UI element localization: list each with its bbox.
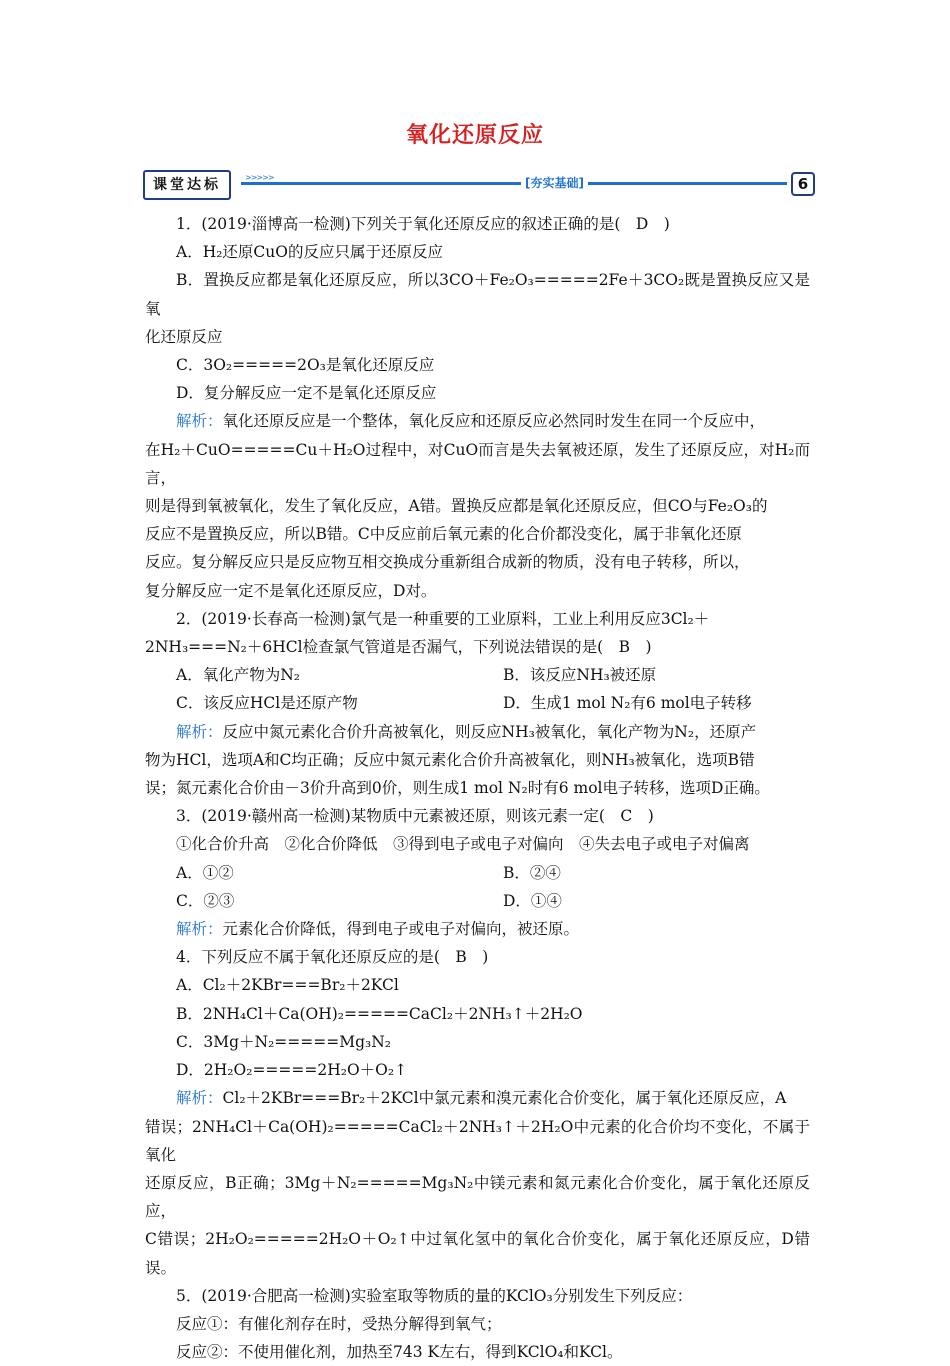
- q1-stem: 1．(2019·淄博高一检测)下列关于氧化还原反应的叙述正确的是( D ): [176, 215, 670, 233]
- q2-options-row2: [145, 689, 810, 717]
- q1-option-d: D．复分解反应一定不是氧化还原反应: [176, 384, 437, 403]
- q4-option-c: C．3Mg＋N₂=====Mg₃N₂: [176, 1032, 392, 1051]
- q4-analysis-line3: 还原反应，B正确；3Mg＋N₂=====Mg₃N₂中镁元素和氮元素化合价变化，属于氧化还原反应，: [145, 1173, 810, 1221]
- q3-options-row2: [145, 887, 810, 915]
- banner-number: 6: [791, 172, 815, 196]
- q2-stem-cont: 2NH₃===N₂＋6HCl检查氯气管道是否漏气，下列说法错误的是( B ): [145, 638, 652, 657]
- q3-analysis: [145, 915, 810, 943]
- q3-option-a: A．①②: [176, 863, 234, 882]
- banner-rule: [241, 182, 787, 185]
- q3-option-b: B．②④: [503, 863, 561, 882]
- q5-reaction-2: 反应②：不使用催化剂，加热至743 K左右，得到KClO₄和KCl。: [176, 1343, 623, 1362]
- q1-option-b: B．置换反应都是氧化还原反应，所以3CO＋Fe₂O₃=====2Fe＋3CO₂既是置换反应又是氧: [145, 271, 810, 318]
- q4-option-a: A．Cl₂＋2KBr===Br₂＋2KCl: [176, 976, 399, 995]
- q3-statements: ①化合价升高 ②化合价降低 ③得到电子或电子对偏向 ④失去电子或电子对偏离: [176, 835, 750, 854]
- q1-analysis-line2: 在H₂＋CuO=====Cu＋H₂O过程中，对CuO而言是失去氧被还原，发生了还原反应，对H₂而言，: [145, 440, 810, 487]
- q2-option-b: B．该反应NH₃被还原: [503, 666, 657, 685]
- q1-analysis-line3: 则是得到氧被氧化，发生了氧化反应，A错。置换反应都是氧化还原反应，但CO与Fe₂O₃的: [145, 497, 768, 516]
- section-banner: [143, 170, 815, 198]
- q5-reaction-1: 反应①：有催化剂存在时，受热分解得到氧气；: [176, 1314, 502, 1333]
- q1-analysis: [145, 407, 810, 435]
- q3-option-d: D．①④: [503, 891, 562, 910]
- q1-option-b-cont: 化还原反应: [145, 327, 223, 346]
- q2-analysis-text: 反应中氮元素化合价升高被氧化，则反应NH₃被氧化，氧化产物为N₂，还原产: [222, 722, 757, 741]
- q4-analysis: [145, 1084, 810, 1112]
- q2-option-c: C．该反应HCl是还原产物: [176, 694, 358, 713]
- q2-analysis-line3: 误；氮元素化合价由－3价升高到0价，则生成1 mol N₂时有6 mol电子转移，选项D正确。: [145, 779, 770, 798]
- q4-analysis-text: Cl₂＋2KBr===Br₂＋2KCl中氯元素和溴元素化合价变化，属于氧化还原反应，A: [222, 1089, 787, 1108]
- page-title: 氧化还原反应: [405, 123, 544, 148]
- q1-analysis-line4: 反应不是置换反应，所以B错。C中反应前后氧元素的化合价都没变化，属于非氧化还原: [145, 525, 742, 544]
- q3-analysis-text: 元素化合价降低，得到电子或电子对偏向，被还原。: [222, 920, 580, 939]
- q1-option-a: A．H₂还原CuO的反应只属于还原反应: [176, 243, 443, 262]
- q2-option-a: A．氧化产物为N₂: [176, 666, 300, 685]
- q4-analysis-line2: 错误；2NH₄Cl＋Ca(OH)₂=====CaCl₂＋2NH₃↑＋2H₂O中元素的化合价均不变化，不属于氧化: [145, 1117, 810, 1164]
- q4-stem: 4．下列反应不属于氧化还原反应的是( B ): [176, 948, 489, 967]
- q2-option-d: D．生成1 mol N₂有6 mol电子转移: [503, 694, 752, 713]
- banner-tag: [夯实基础]: [521, 174, 588, 192]
- q4-analysis-label: 解析：: [176, 1089, 223, 1108]
- q1-analysis-line5: 反应。复分解反应只是反应物互相交换成分重新组合成新的物质，没有电子转移，所以，: [145, 553, 750, 572]
- q4-analysis-line4: C错误；2H₂O₂=====2H₂O＋O₂↑中过氧化氢中的氧化合价变化，属于氧化还原反应，D错误。: [145, 1230, 810, 1277]
- q3-stem: 3．(2019·赣州高一检测)某物质中元素被还原，则该元素一定( C ): [176, 807, 654, 826]
- q3-options-row1: [145, 859, 810, 887]
- banner-arrows: >>>>>: [245, 173, 274, 182]
- banner-label: 课堂达标: [143, 170, 231, 200]
- q1-analysis-text: 氧化还原反应是一个整体，氧化反应和还原反应必然同时发生在同一个反应中，: [222, 412, 766, 431]
- q4-option-d: D．2H₂O₂=====2H₂O＋O₂↑: [176, 1061, 408, 1080]
- q2-analysis: [145, 718, 810, 746]
- q3-option-c: C．②③: [176, 891, 235, 910]
- q2-analysis-line2: 物为HCl，选项A和C均正确；反应中氮元素化合价升高被氧化，则NH₃被氧化，选项B错: [145, 750, 755, 769]
- q4-option-b: B．2NH₄Cl＋Ca(OH)₂=====CaCl₂＋2NH₃↑＋2H₂O: [176, 1004, 583, 1023]
- q2-options-row1: [145, 661, 810, 689]
- question-content: [145, 210, 810, 1366]
- q1-option-c: C．3O₂=====2O₃是氧化还原反应: [176, 356, 435, 375]
- q5-stem: 5．(2019·合肥高一检测)实验室取等物质的量的KClO₃分别发生下列反应：: [176, 1286, 693, 1305]
- q2-stem: 2．(2019·长春高一检测)氯气是一种重要的工业原料，工业上利用反应3Cl₂＋: [176, 609, 710, 628]
- q1-analysis-label: 解析：: [176, 412, 223, 431]
- q3-analysis-label: 解析：: [176, 920, 223, 939]
- q2-analysis-label: 解析：: [176, 722, 223, 741]
- q1-analysis-line6: 复分解反应一定不是氧化还原反应，D对。: [145, 581, 437, 600]
